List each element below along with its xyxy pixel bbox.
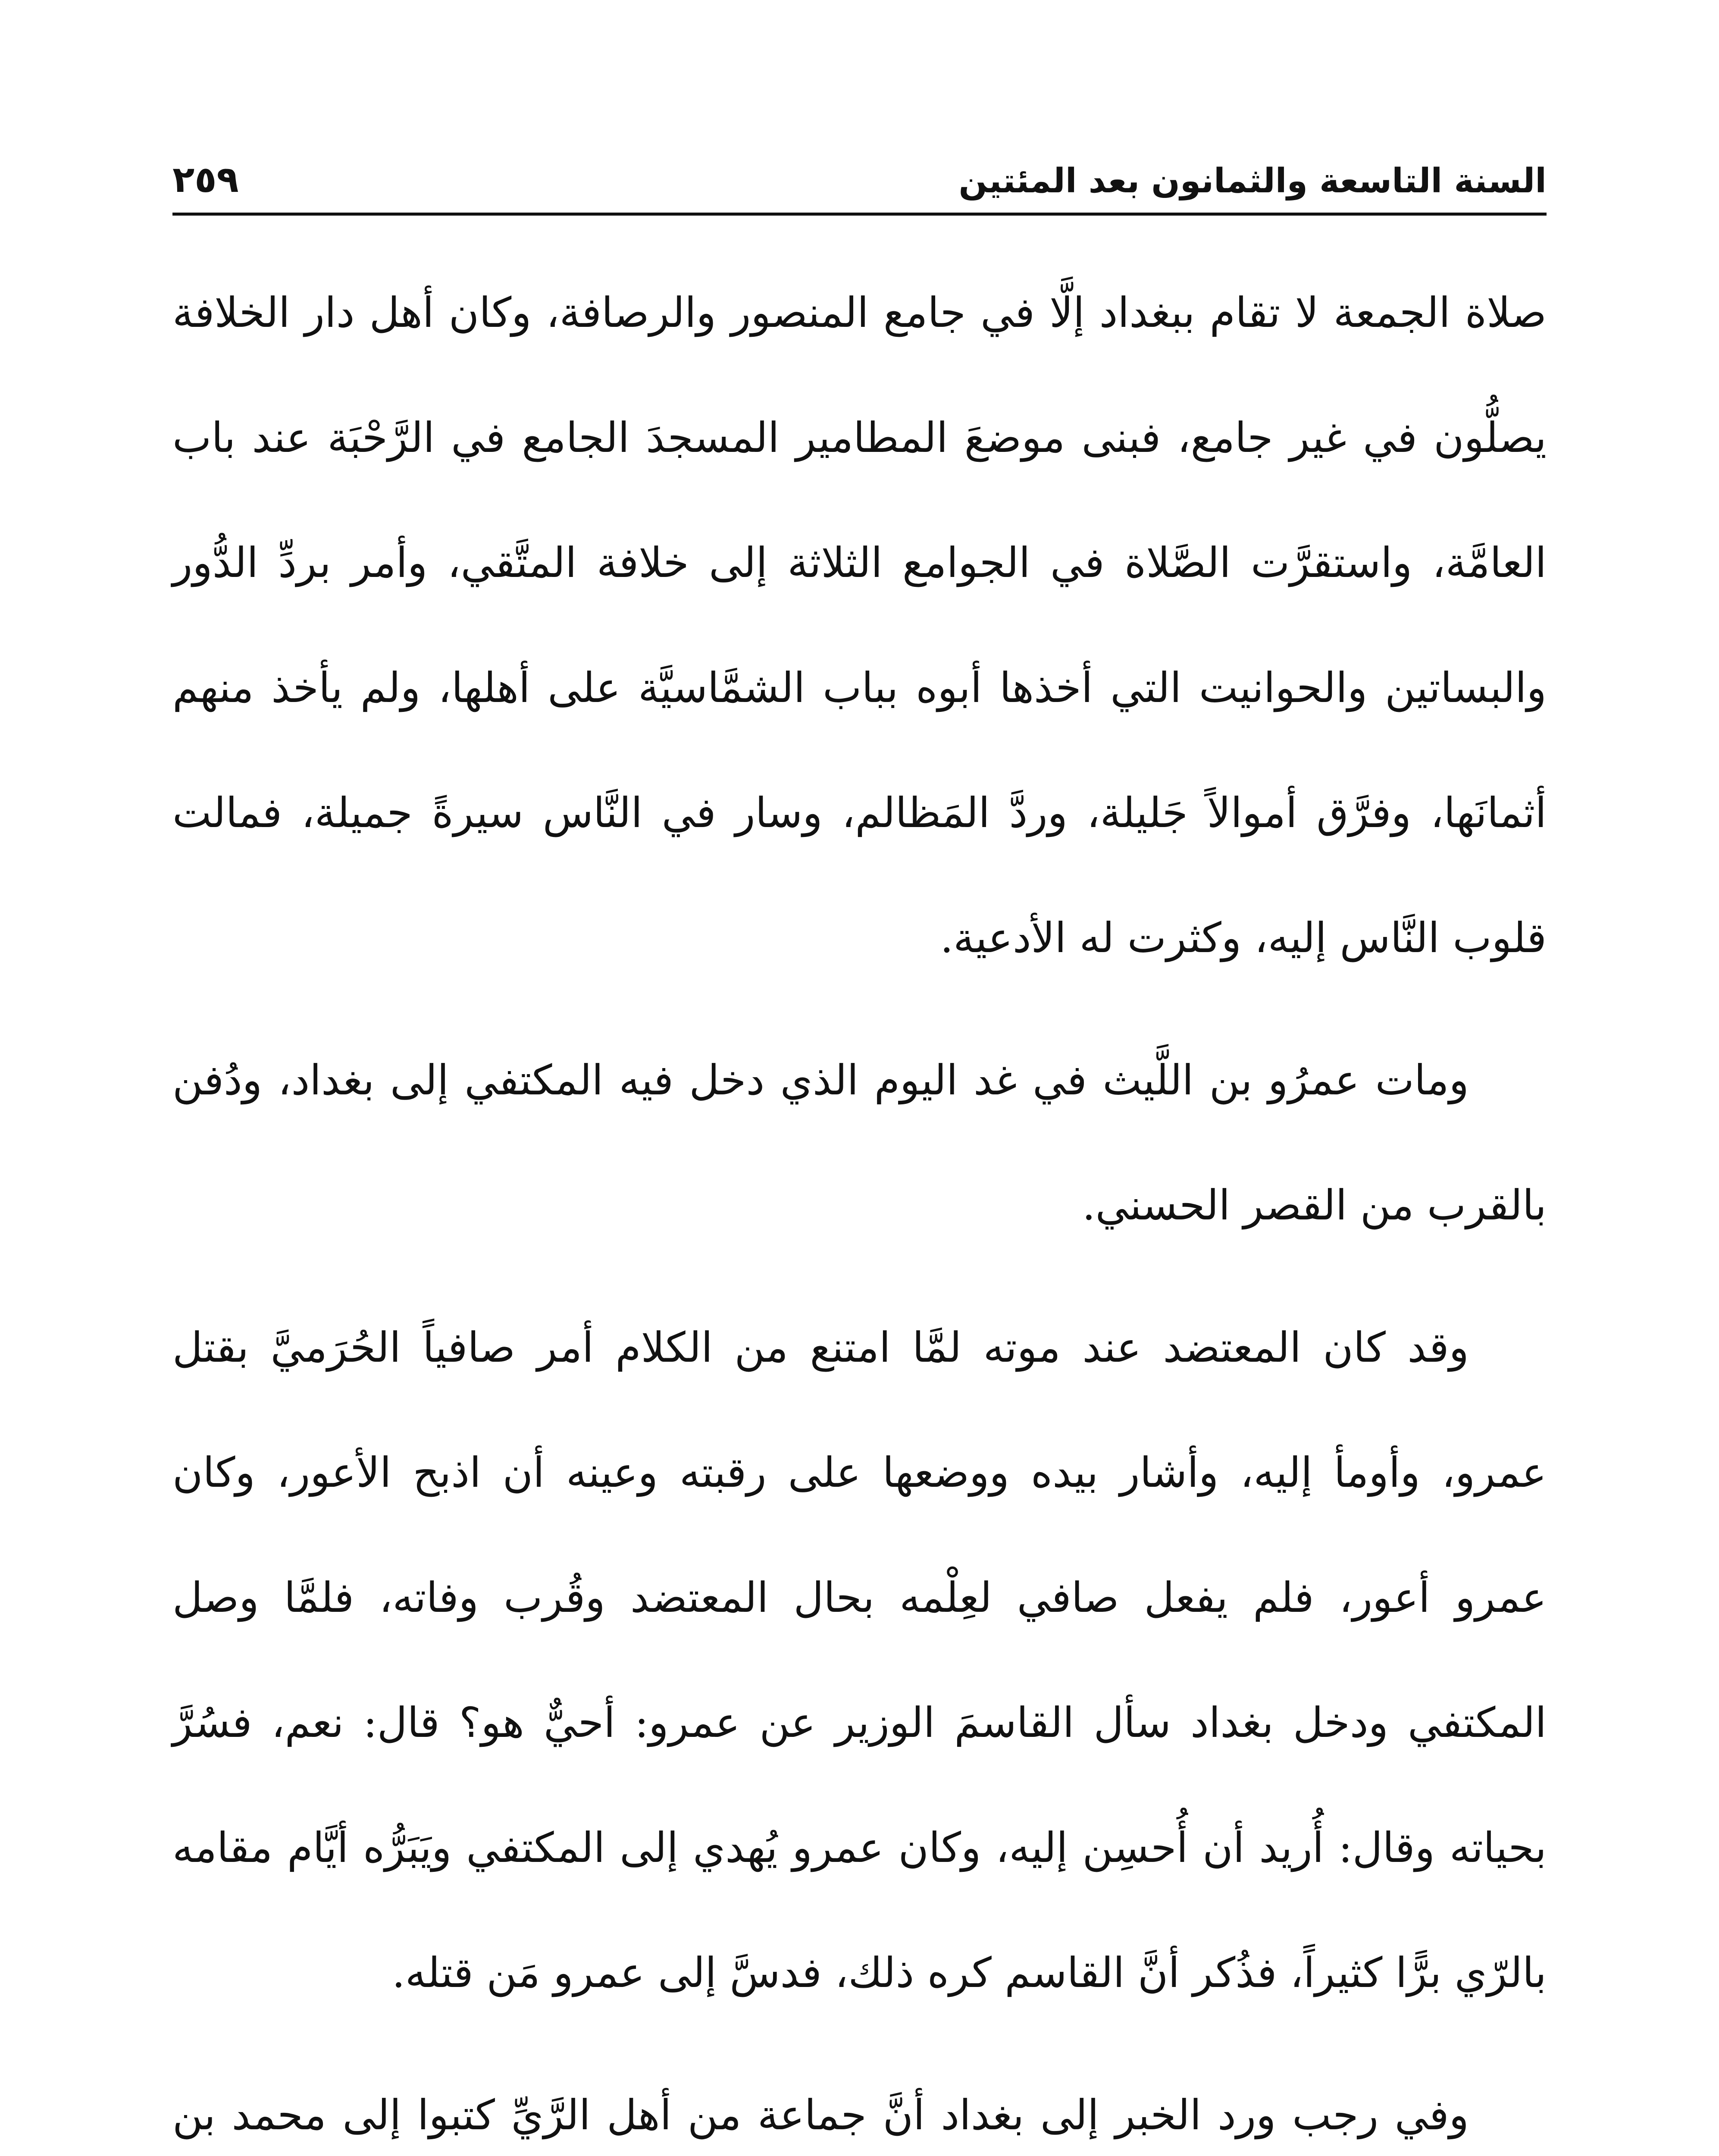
running-header [172,129,1547,216]
page-number: ٢٥٩ [172,158,239,201]
running-title: السنة التاسعة والثمانون بعد المئتين [958,162,1547,201]
paragraph-4: وفي رجب ورد الخبر إلى بغداد أنَّ جماعة من أهل الرَّيِّ كتبوا إلى محمد بن [172,2091,1469,2139]
paragraph-1: صلاة الجمعة لا تقام ببغداد إلَّا في جامع المنصور والرصافة، وكان أهل دار الخلافة يصلُّون في غير جامع، فبنى موضعَ المطامير المسجدَ الجامع في الرَّحْبَة عند باب العامَّة، واستقرَّت الصَّلاة في الجوامع الثلاثة إلى خلافة المتَّقي، وأمر بردِّ الدُّور والبساتين والحوانيت التي أخذها أبوه بباب الشمَّاسيَّة على أهلها، ولم يأخذ منهم أثمانَها، وفرَّق أموالاً جَليلة، وردَّ المَظالم، وسار في النَّاس سيرةً جميلة، فمالت قلوب النَّاس إليه، وكثرت له الأدعية. [172,288,1547,962]
body-text [172,250,1547,2156]
paragraph-2: ومات عمرُو بن اللَّيث في غد اليوم الذي دخل فيه المكتفي إلى بغداد، ودُفن بالقرب من القصر الحسني. [172,1056,1547,1229]
paragraph-3: وقد كان المعتضد عند موته لمَّا امتنع من الكلام أمر صافياً الحُرَميَّ بقتل عمرو، وأومأ إليه، وأشار بيده ووضعها على رقبته وعينه أن اذبح الأعور، وكان عمرو أعور، فلم يفعل صافي لعِلْمه بحال المعتضد وقُرب وفاته، فلمَّا وصل المكتفي ودخل بغداد سأل القاسمَ الوزير عن عمرو: أحيٌّ هو؟ قال: نعم، فسُرَّ بحياته وقال: أُريد أن أُحسِن إليه، وكان عمرو يُهدي إلى المكتفي ويَبَرُّه أيَّام مقامه بالرّي برًّا كثيراً، فذُكر أنَّ القاسم كره ذلك، فدسَّ إلى عمرو مَن قتله. [172,1323,1547,1997]
